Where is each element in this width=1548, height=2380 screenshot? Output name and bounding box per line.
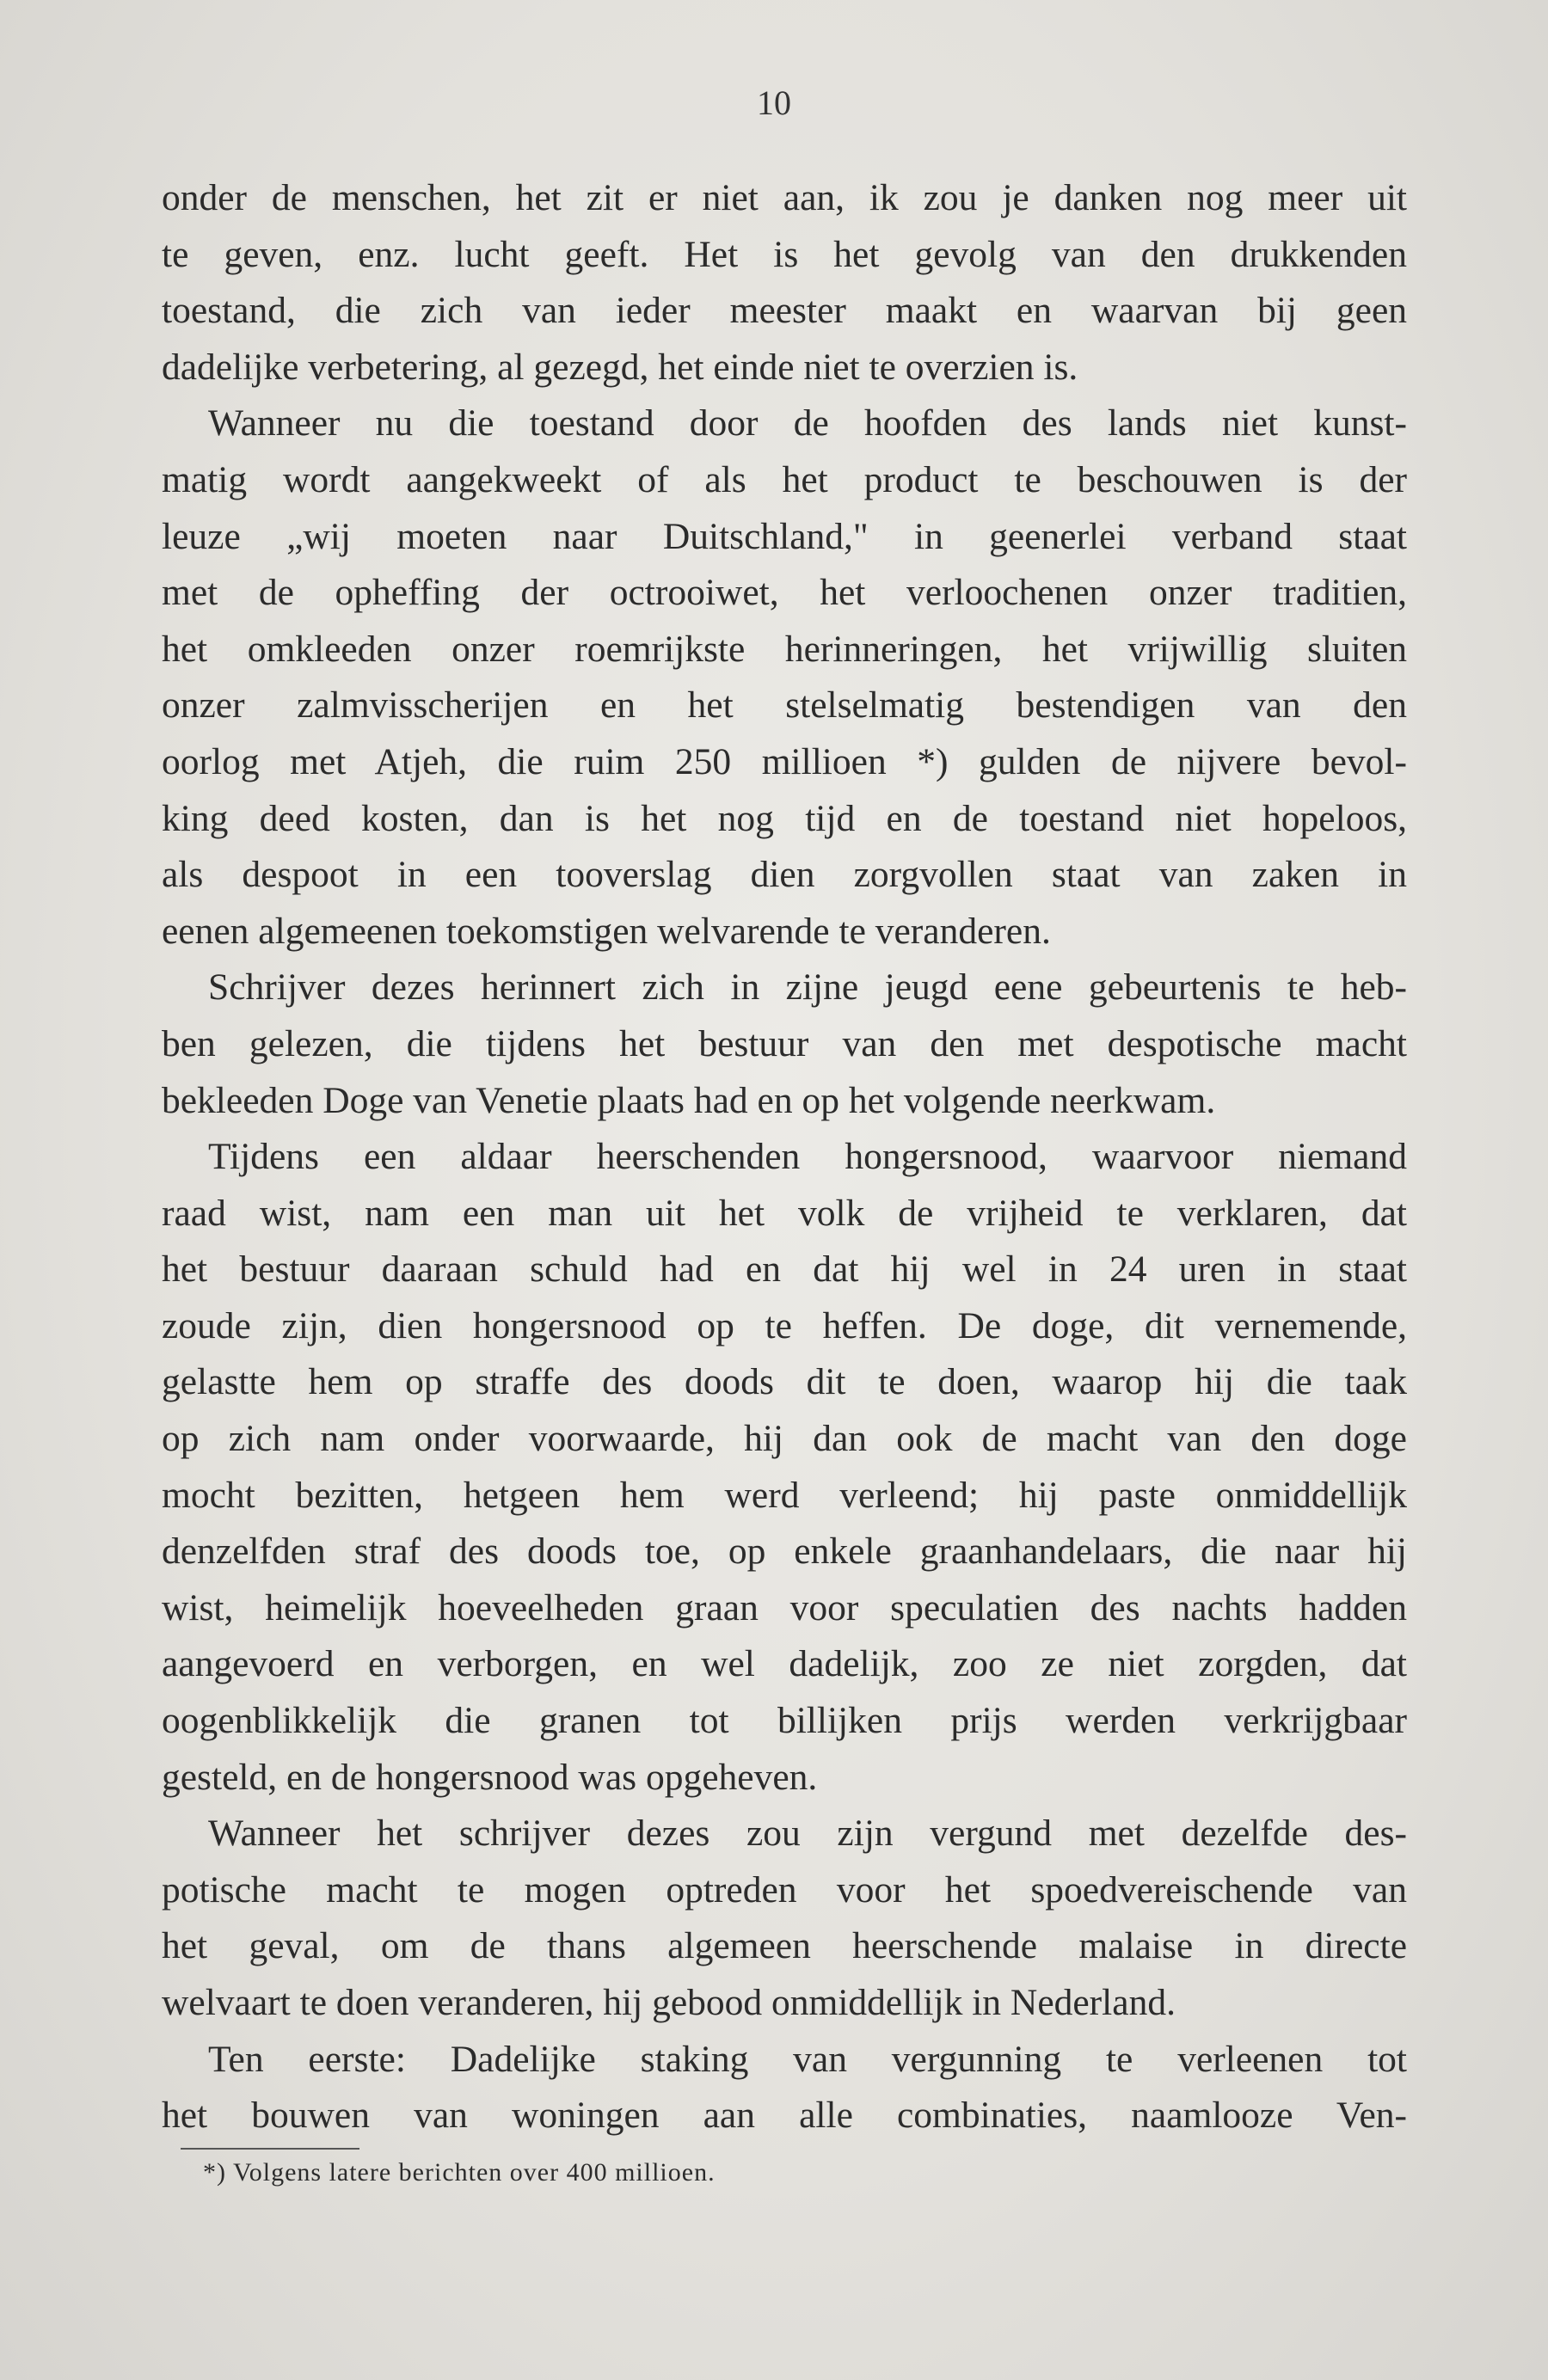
text-line: op zich nam onder voorwaarde, hij dan ook de macht van den doge — [162, 1418, 1407, 1460]
text-line: Wanneer het schrijver dezes zou zijn vergund met dezelfde des- — [208, 1813, 1407, 1855]
text-line: zoude zijn, dien hongersnood op te heffen. De doge, dit vernemende, — [162, 1304, 1407, 1346]
text-line: dadelijke verbetering, al gezegd, het einde niet te overzien is. — [162, 346, 1078, 388]
text-line: het omkleeden onzer roemrijkste herinneringen, het vrijwillig sluiten — [162, 628, 1407, 670]
text-line: aangevoerd en verborgen, en wel dadelijk, zoo ze niet zorgden, dat — [162, 1643, 1407, 1685]
footnote-divider — [181, 2148, 359, 2150]
text-line: Wanneer nu die toestand door de hoofden des lands niet kunst- — [208, 402, 1407, 445]
text-line: potische macht te mogen optreden voor het spoedvereischende van — [162, 1868, 1407, 1911]
text-line: het bestuur daaraan schuld had en dat hij wel in 24 uren in staat — [162, 1248, 1407, 1291]
text-line: te geven, enz. lucht geeft. Het is het gevolg van den drukkenden — [162, 233, 1407, 275]
text-line: oogenblikkelijk die granen tot billijken prijs werden verkrijgbaar — [162, 1700, 1407, 1742]
text-line: mocht bezitten, hetgeen hem werd verleend; hij paste onmiddellijk — [162, 1474, 1407, 1516]
footnote: *) Volgens latere berichten over 400 millioen. — [203, 2158, 716, 2187]
text-line: onzer zalmvisscherijen en het stelselmatig bestendigen van den — [162, 684, 1407, 727]
text-line: toestand, die zich van ieder meester maakt en waarvan bij geen — [162, 290, 1407, 332]
text-line: eenen algemeenen toekomstigen welvarende te veranderen. — [162, 910, 1051, 952]
text-line: bekleeden Doge van Venetie plaats had en op het volgende neerkwam. — [162, 1079, 1216, 1121]
text-line: als despoot in een tooverslag dien zorgvollen staat van zaken in — [162, 854, 1407, 896]
text-line: raad wist, nam een man uit het volk de vrijheid te verklaren, dat — [162, 1192, 1407, 1234]
text-line: met de opheffing der octrooiwet, het verloochenen onzer traditien, — [162, 572, 1407, 614]
text-line: gesteld, en de hongersnood was opgeheven. — [162, 1756, 818, 1798]
text-line: wist, heimelijk hoeveelheden graan voor speculatien des nachts hadden — [162, 1586, 1407, 1629]
text-line: het geval, om de thans algemeen heerschende malaise in directe — [162, 1925, 1407, 1967]
text-line: oorlog met Atjeh, die ruim 250 millioen *) gulden de nijvere bevol- — [162, 740, 1407, 782]
text-line: welvaart te doen veranderen, hij gebood onmiddellijk in Nederland. — [162, 1982, 1176, 2023]
body-text — [162, 170, 1407, 2144]
text-line: king deed kosten, dan is het nog tijd en de toestand niet hopeloos, — [162, 797, 1407, 839]
text-line: onder de menschen, het zit er niet aan, ik zou je danken nog meer uit — [162, 177, 1407, 218]
text-line: Schrijver dezes herinnert zich in zijne jeugd eene gebeurtenis te heb- — [208, 966, 1407, 1009]
page-number: 10 — [757, 83, 791, 122]
text-line: ben gelezen, die tijdens het bestuur van den met despotische macht — [162, 1022, 1407, 1064]
text-line: denzelfden straf des doods toe, op enkele graanhandelaars, die naar hij — [162, 1530, 1407, 1573]
text-line: het bouwen van woningen aan alle combinaties, naamlooze Ven- — [162, 2095, 1407, 2137]
text-line: leuze „wij moeten naar Duitschland," in geenerlei verband staat — [162, 515, 1407, 557]
text-line: Tijdens een aldaar heerschenden hongersnood, waarvoor niemand — [208, 1136, 1407, 1178]
text-line: matig wordt aangekweekt of als het product te beschouwen is der — [162, 458, 1407, 500]
text-line: Ten eerste: Dadelijke staking van vergunning te verleenen tot — [208, 2038, 1407, 2080]
text-line: gelastte hem op straffe des doods dit te doen, waarop hij die taak — [162, 1361, 1407, 1403]
